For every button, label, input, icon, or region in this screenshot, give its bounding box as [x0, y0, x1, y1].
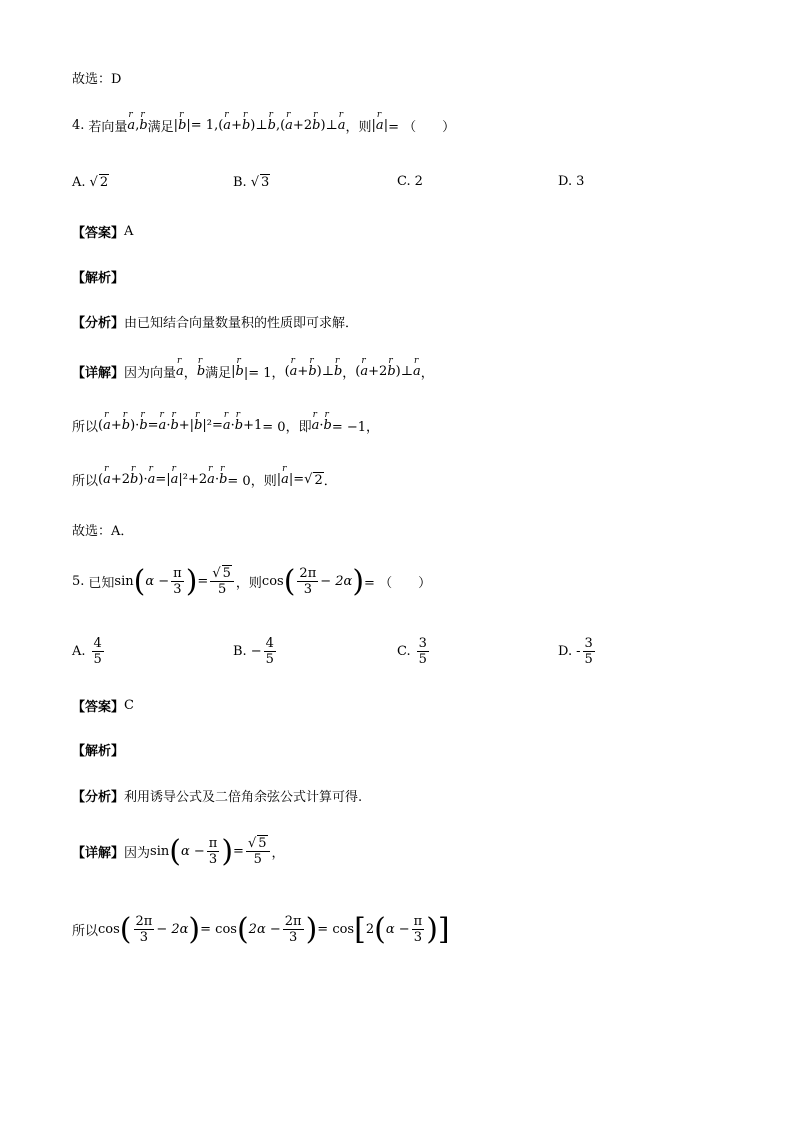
detail-4-line2: 所以 ( r a + r b )· r b = r a · r b +| r b |²= r a · r b +1 = 0，即 r a · r b = −1， [72, 410, 380, 435]
detail-5-line1: 【详解】 因为 sin ( α − $\frac{\pi}{3}$ ) = $\frac{√ 5}{5}$ ， [72, 833, 285, 869]
option-a-5: A. $\frac{4}{5}$ [72, 636, 102, 667]
option-c-5: C. $\frac{3}{5}$ [397, 636, 427, 667]
detail-4-line1: 【详解】 因为向量 r a ， r b 满足 | r b |= 1， ( r a + r b ) ⊥ r b ， ( r a + 2 r b ) ⊥ r a ， [72, 356, 434, 381]
question-5-stem: 5. 已知 sin ( α − $\frac{\pi}{3}$ ) = $\frac{√ 5}{5}$ ，则 cos ( $\frac{2\pi}{3}$ − 2α ) = （ ） [72, 563, 432, 599]
question-number: 5. [72, 574, 85, 589]
fenxi-5: 【分析】 利用诱导公式及二倍角余弦公式计算可得. [72, 790, 363, 805]
question-number: 4. [72, 118, 85, 133]
analysis-label-4: 【解析】 [72, 271, 125, 286]
option-c: C. 2 [397, 174, 423, 189]
option-b-5: B. − $\frac{4}{5}$ [233, 636, 274, 667]
analysis-label-5: 【解析】 [72, 744, 125, 759]
option-d-5: D. - $\frac{3}{5}$ [558, 636, 593, 667]
detail-5-line2: 所以 cos ( $\frac{2\pi}{3}$ − 2α ) = cos ( 2α − $\frac{2\pi}{3}$ ) = cos [ 2 ( α − $\frac{\pi}{3}$ )] [72, 911, 450, 947]
answer-5: 【答案】 C [72, 698, 134, 715]
previous-answer: 故选：D [72, 72, 122, 87]
option-d: D. 3 [558, 174, 585, 189]
question-4-stem: 4. 若向量 r a , r b 满足 | r b | = 1, ( r a + r b ) ⊥ r b , ( r a + 2 r b ) ⊥ r a ，则 | r a | = （ ） [72, 110, 456, 135]
conclusion-4: 故选：A． [72, 524, 134, 539]
fenxi-4: 【分析】 由已知结合向量数量积的性质即可求解． [72, 316, 359, 331]
detail-4-line3: 所以 ( r a + 2 r b )· r a =| r a |²+2 r a · r b = 0，则 | r a |= √ 2 ． [72, 464, 337, 489]
vector-a: r a [127, 110, 136, 133]
answer-4: 【答案】 A [72, 224, 134, 241]
option-b: B. √ 3 [233, 174, 270, 190]
vector-b: r b [139, 110, 148, 133]
option-a: A. √ 2 [72, 174, 109, 190]
